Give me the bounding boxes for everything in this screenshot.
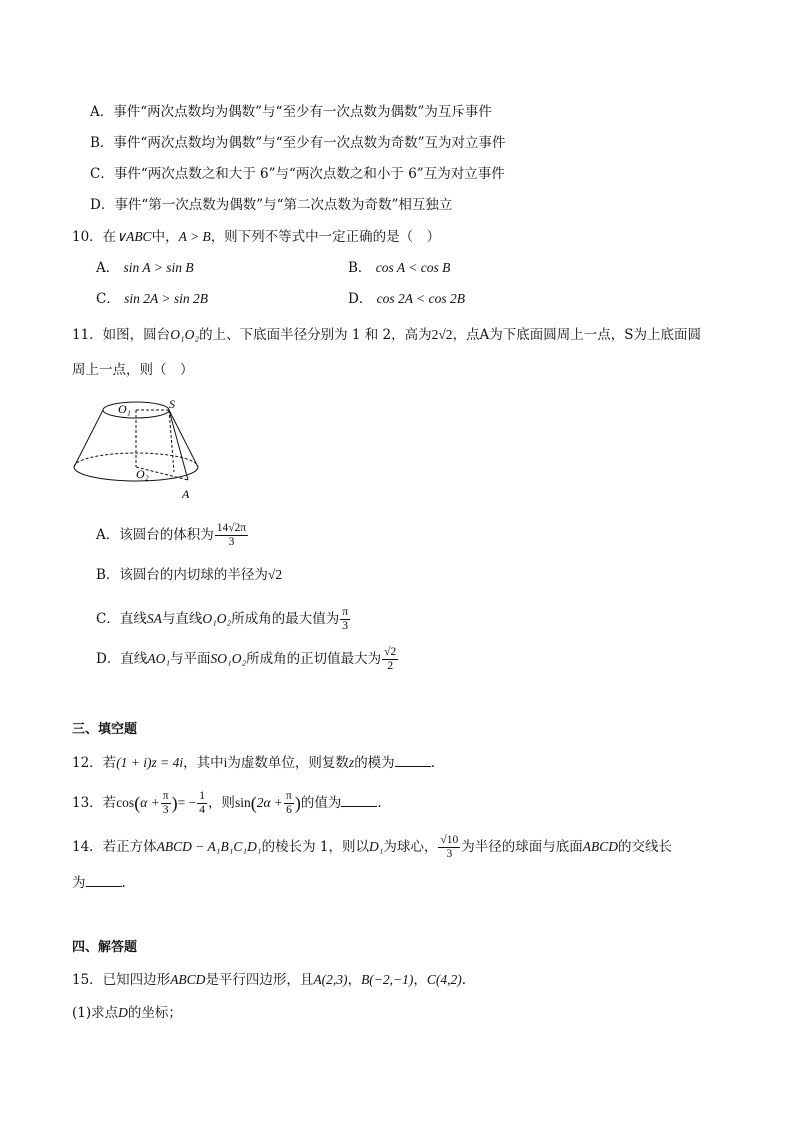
q15-sep1: ， bbox=[347, 972, 362, 988]
q11-c-mid: 与直线 bbox=[161, 611, 203, 627]
q14-line2-text: 为 bbox=[72, 875, 86, 891]
q15-sub1 bbox=[72, 1003, 182, 1023]
q13-pi6-num: π bbox=[286, 790, 292, 802]
q11-c-line-o1o2: O₁O₂ bbox=[202, 611, 232, 626]
q12-post: 的模为 bbox=[354, 755, 395, 771]
q14-cube: ABCD − A₁B₁C₁D₁ bbox=[156, 839, 262, 854]
q10-condition: A > B bbox=[178, 229, 211, 244]
q11-option-b bbox=[96, 565, 282, 585]
q12-expr: (1 + i)z = 4i bbox=[116, 755, 184, 770]
q11-option-d bbox=[96, 644, 399, 674]
q13-rparen-1: ) bbox=[171, 793, 178, 813]
label-s: S bbox=[169, 397, 175, 411]
q11-d-fraction bbox=[382, 646, 398, 673]
q12-z: z bbox=[348, 755, 355, 770]
q11-d-mid: 与平面 bbox=[170, 651, 211, 667]
q11-axis: O₁O₂ bbox=[170, 327, 200, 342]
q12-mid2: 为虚数单位，则复数 bbox=[227, 755, 349, 771]
q9-option-a: A．事件“两次点数均为偶数”与“至少有一次点数为偶数”为互斥事件 bbox=[90, 104, 492, 120]
q11-a-fraction bbox=[215, 522, 248, 549]
q14-pre: 14．若正方体 bbox=[72, 839, 157, 855]
q11-c-fraction bbox=[340, 606, 350, 633]
q11-line1-a: 11．如图，圆台 bbox=[72, 327, 171, 343]
q15-sep2: ， bbox=[413, 972, 427, 988]
q13-pi3-num: π bbox=[162, 790, 169, 802]
q11-d-pre: D．直线 bbox=[96, 651, 148, 667]
q11-c-line-sa: SA bbox=[146, 611, 162, 626]
q14-radius-fraction bbox=[438, 834, 460, 861]
frustum-figure bbox=[70, 396, 200, 504]
q13-post: 的值为 bbox=[300, 795, 342, 811]
q11-line1-c: ，点A为下底面圆周上一点，S为上底面圆 bbox=[452, 327, 702, 343]
q11-stem-line1 bbox=[72, 325, 701, 345]
q9-option-c: C．事件“两次点数之和大于 6”与“两次点数之和小于 6”互为对立事件 bbox=[90, 166, 505, 182]
q14-answer-blank[interactable] bbox=[86, 872, 122, 887]
q13-frac-pi6 bbox=[284, 790, 294, 817]
q11-b-text: B．该圆台的内切球的半径为 bbox=[96, 567, 268, 583]
q10-c-label: C． bbox=[96, 291, 120, 307]
q13-eq: = − bbox=[177, 795, 197, 810]
q12 bbox=[72, 752, 435, 773]
q15-pre: 15．已知四边形 bbox=[72, 972, 171, 988]
q14-line1 bbox=[72, 830, 672, 864]
q15-point-a: A(2,3) bbox=[313, 972, 348, 987]
q14-d1: D₁ bbox=[368, 839, 384, 854]
q13-frac-pi3 bbox=[161, 790, 171, 817]
q13-lparen-2: ( bbox=[250, 793, 257, 813]
q10-stem bbox=[72, 227, 440, 247]
q15-sub1-d: D bbox=[118, 1005, 128, 1020]
q14-post: 的交线长 bbox=[617, 839, 672, 855]
q10-a-label: A． bbox=[96, 260, 120, 276]
q10-c-expr: sin 2A > sin 2B bbox=[124, 291, 209, 306]
right-slant-edge bbox=[169, 410, 198, 467]
q13-answer-blank[interactable] bbox=[341, 792, 377, 807]
q10-option-a bbox=[96, 258, 194, 278]
q12-pre: 12．若 bbox=[72, 755, 117, 771]
q15-point-c: C(4,2) bbox=[426, 972, 462, 987]
q11-a-denominator: 3 bbox=[228, 536, 235, 548]
q11-c-denominator: 3 bbox=[342, 620, 349, 632]
q13-sin: sin bbox=[234, 795, 251, 810]
q11-d-line-ao1: AO₁ bbox=[147, 651, 171, 666]
q10-triangle: ∨ABC bbox=[116, 229, 152, 244]
q14-end: . bbox=[121, 875, 126, 891]
q10-stem-pre: 10．在 bbox=[72, 229, 117, 245]
q14-line2 bbox=[72, 872, 126, 893]
label-o1: O₁ bbox=[118, 402, 131, 416]
q13-value-num: 1 bbox=[199, 790, 205, 802]
q13-value-den: 4 bbox=[199, 804, 205, 816]
q11-c-numerator: π bbox=[342, 606, 349, 618]
q15-stem bbox=[72, 970, 466, 990]
q11-line1-b: 的上、下底面半径分别为 1 和 2，高为 bbox=[199, 327, 432, 343]
q10-option-b bbox=[348, 258, 450, 278]
q10-option-c bbox=[96, 289, 208, 309]
section-solutions: 四、解答题 bbox=[72, 940, 138, 955]
q13-pre: 13．若 bbox=[72, 795, 117, 811]
q13-cos: cos bbox=[116, 795, 135, 810]
q14-mid1: 的棱长为 1，则以 bbox=[261, 839, 369, 855]
q10-b-label: B． bbox=[348, 260, 372, 276]
q13-pi3-den: 3 bbox=[162, 804, 169, 816]
q13-arg1: α + bbox=[140, 795, 160, 810]
label-a: A bbox=[182, 487, 190, 501]
q13-pi6-den: 6 bbox=[286, 804, 292, 816]
q11-c-post: 所成角的最大值为 bbox=[231, 611, 340, 627]
q13-arg2: 2α + bbox=[256, 795, 284, 810]
label-o2: O₂ bbox=[136, 467, 149, 481]
q10-stem-mid: 中， bbox=[151, 229, 179, 245]
q9-option-d: D．事件“第一次点数为偶数”与“第二次点数为奇数”相互独立 bbox=[90, 197, 453, 213]
q15-sub1-post: 的坐标； bbox=[127, 1005, 182, 1021]
q13-mid: ，则 bbox=[207, 795, 235, 811]
q12-end: . bbox=[430, 755, 435, 771]
q13-lparen-1: ( bbox=[134, 793, 141, 813]
q13-end: . bbox=[377, 795, 382, 811]
q11-a-text: A．该圆台的体积为 bbox=[96, 527, 214, 543]
q14-mid2: 为球心， bbox=[383, 839, 438, 855]
q14-radius-den: 3 bbox=[446, 848, 453, 860]
q11-a-numerator: 14√2π bbox=[216, 522, 247, 534]
q15-mid: 是平行四边形，且 bbox=[205, 972, 314, 988]
q14-mid3: 为半径的球面与底面 bbox=[461, 839, 583, 855]
q11-option-a bbox=[96, 520, 249, 550]
q12-mid1: ，其中 bbox=[183, 755, 224, 771]
q15-point-b: B(−2,−1) bbox=[361, 972, 414, 987]
q15-abcd: ABCD bbox=[170, 972, 206, 987]
q11-height: 2√2 bbox=[431, 327, 453, 342]
q11-c-pre: C．直线 bbox=[96, 611, 147, 627]
q10-d-label: D． bbox=[348, 291, 373, 307]
q11-d-denominator: 2 bbox=[387, 660, 394, 672]
q11-option-c bbox=[96, 604, 351, 634]
q12-i: i bbox=[223, 755, 228, 770]
q11-d-plane: SO₁O₂ bbox=[210, 651, 247, 666]
q14-radius-num: √10 bbox=[440, 834, 459, 846]
q15-end: . bbox=[461, 972, 467, 988]
section-fill-in: 三、填空题 bbox=[72, 722, 138, 737]
q9-option-b: B．事件“两次点数均为偶数”与“至少有一次点数为奇数”互为对立事件 bbox=[90, 135, 506, 151]
q11-b-value: √2 bbox=[267, 567, 283, 582]
q11-d-numerator: √2 bbox=[384, 646, 397, 658]
q13-rparen-2: ) bbox=[294, 793, 301, 813]
q15-sub1-pre: (1)求点 bbox=[72, 1005, 119, 1021]
q10-a-expr: sin A > sin B bbox=[123, 260, 194, 275]
q10-b-expr: cos A < cos B bbox=[375, 260, 451, 275]
q13-frac-value bbox=[197, 790, 207, 817]
q10-stem-post: ，则下列不等式中一定正确的是（ ） bbox=[210, 229, 441, 245]
q11-stem-line2: 周上一点，则（ ） bbox=[72, 362, 194, 378]
q12-answer-blank[interactable] bbox=[395, 752, 431, 767]
q10-option-d bbox=[348, 289, 465, 309]
q13 bbox=[72, 786, 382, 820]
q14-abcd: ABCD bbox=[582, 839, 618, 854]
q10-d-expr: cos 2A < cos 2B bbox=[376, 291, 465, 306]
q11-d-post: 所成角的正切值最大为 bbox=[246, 651, 382, 667]
